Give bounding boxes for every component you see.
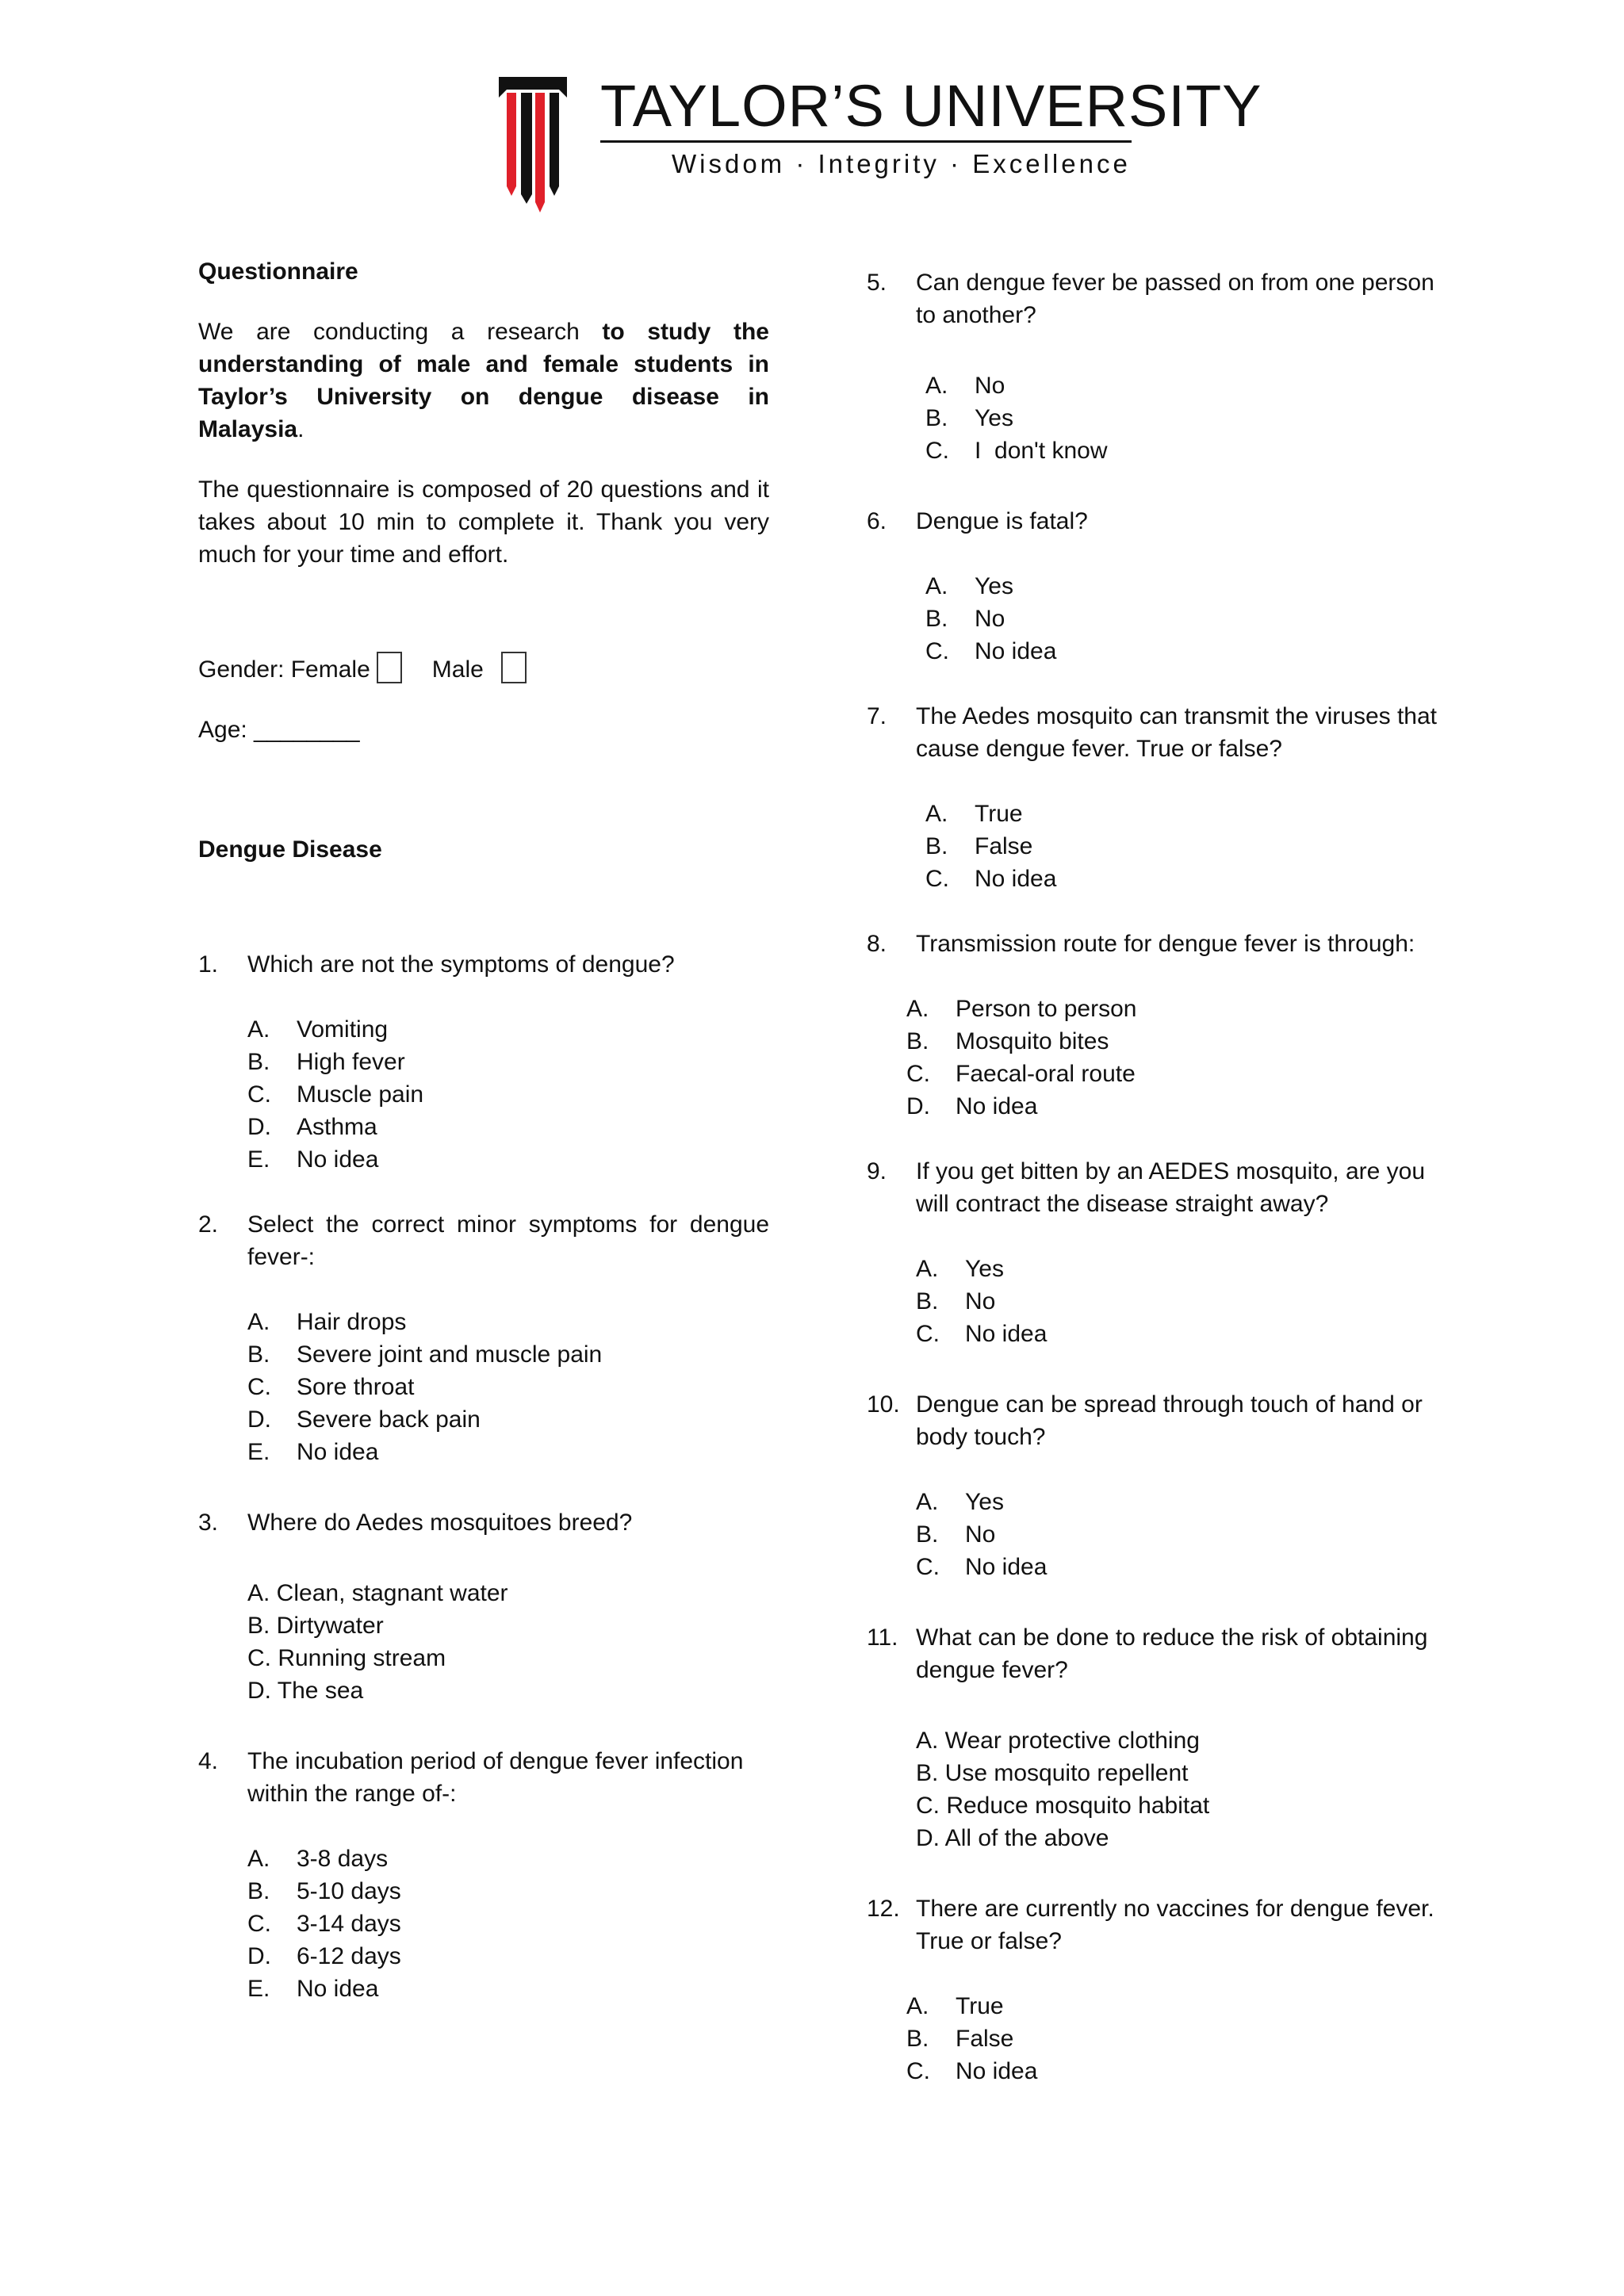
question-number: 5. [867, 270, 887, 296]
university-crest-icon [497, 75, 569, 214]
answer-option[interactable]: A. Wear protective clothing [916, 1728, 1200, 1754]
option-letter: D. [247, 1943, 271, 1969]
question-number: 12. [867, 1896, 900, 1922]
option-text: Yes [965, 1256, 1004, 1282]
questionnaire-heading: Questionnaire [198, 258, 358, 285]
answer-option[interactable] [247, 1046, 769, 1078]
option-text: 5-10 days [297, 1878, 401, 1904]
option-text: No idea [965, 1554, 1048, 1580]
option-text: True [956, 1993, 1004, 2019]
answer-option[interactable]: C. Running stream [247, 1645, 446, 1671]
option-letter: D. [247, 1114, 271, 1140]
answer-options [247, 1013, 769, 1176]
question-number: 8. [867, 931, 887, 957]
university-name: TAYLOR’S UNIVERSITY [600, 73, 1262, 139]
answer-option[interactable] [247, 1371, 769, 1403]
question-number: 11. [867, 1624, 898, 1651]
answer-options [906, 993, 1446, 1123]
option-text: Mosquito bites [956, 1028, 1109, 1054]
male-checkbox[interactable] [501, 652, 527, 683]
answer-option[interactable] [925, 830, 1446, 863]
intro-text-bold: to study the understanding of male and female students in Taylor’s University on dengue disease in Malaysia [198, 319, 769, 442]
age-field[interactable]: Age: ________ [198, 717, 360, 743]
answer-option[interactable]: C. Reduce mosquito habitat [916, 1793, 1210, 1819]
option-text: High fever [297, 1049, 405, 1075]
question-12 [867, 1892, 1446, 2087]
intro-text-end: . [297, 416, 304, 442]
answer-option[interactable] [247, 1338, 769, 1371]
answer-option[interactable] [247, 1973, 769, 2005]
option-text: True [975, 801, 1023, 827]
question-text: Select the correct minor symptoms for dengue fever-: [247, 1211, 769, 1270]
option-letter: A. [906, 996, 929, 1022]
question-number: 2. [198, 1211, 219, 1238]
question-number: 7. [867, 703, 887, 729]
question-text: Where do Aedes mosquitoes breed? [247, 1510, 633, 1536]
answer-options [925, 369, 1446, 467]
option-text: 6-12 days [297, 1943, 401, 1969]
option-letter: A. [925, 373, 948, 399]
option-letter: B. [247, 1049, 270, 1075]
option-text: 3-14 days [297, 1911, 401, 1937]
answer-option[interactable] [925, 863, 1446, 895]
option-letter: B. [247, 1341, 270, 1368]
question-text: Dengue is fatal? [916, 508, 1088, 534]
university-logo [497, 73, 1262, 218]
answer-option[interactable] [906, 1058, 1446, 1090]
option-letter: B. [916, 1288, 939, 1314]
question-text: The incubation period of dengue fever infection within the range of-: [247, 1748, 744, 1807]
answer-options [247, 1306, 769, 1468]
option-letter: C. [925, 866, 949, 892]
option-letter: B. [906, 2026, 929, 2052]
female-checkbox[interactable] [377, 652, 402, 683]
option-letter: A. [925, 801, 948, 827]
option-text: 3-8 days [297, 1846, 389, 1872]
question-text: Can dengue fever be passed on from one person to another? [916, 270, 1434, 328]
left-column [198, 255, 769, 2005]
option-letter: A. [247, 1309, 270, 1335]
question-text: The Aedes mosquito can transmit the viruses that cause dengue fever. True or false? [916, 703, 1437, 762]
option-letter: A. [916, 1489, 939, 1515]
answer-option[interactable] [247, 1875, 769, 1908]
answer-options [916, 1486, 1446, 1583]
option-letter: C. [925, 638, 949, 664]
answer-option[interactable] [906, 2022, 1446, 2055]
question-text: Transmission route for dengue fever is through: [916, 931, 1415, 957]
section-heading: Dengue Disease [198, 836, 382, 863]
option-text: No idea [975, 638, 1057, 664]
answer-options [925, 798, 1446, 895]
question-3 [198, 1506, 769, 1707]
answer-option[interactable] [906, 2055, 1446, 2087]
question-text: If you get bitten by an AEDES mosquito, are you will contract the disease straight away? [916, 1158, 1426, 1217]
option-letter: A. [916, 1256, 939, 1282]
option-letter: B. [906, 1028, 929, 1054]
option-letter: C. [916, 1554, 940, 1580]
option-text: Vomiting [297, 1016, 389, 1043]
option-letter: B. [925, 606, 948, 632]
option-text: No idea [297, 1976, 379, 2002]
answer-option[interactable] [925, 603, 1446, 635]
answer-option[interactable] [925, 402, 1446, 434]
question-text: Dengue can be spread through touch of hand or body touch? [916, 1391, 1423, 1450]
question-4 [198, 1745, 769, 2005]
option-letter: C. [906, 1061, 930, 1087]
answer-options [916, 1724, 1446, 1854]
question-7 [867, 700, 1446, 895]
answer-options [916, 1253, 1446, 1350]
option-text: No [975, 606, 1005, 632]
option-text: No idea [297, 1146, 379, 1173]
question-number: 10. [867, 1391, 900, 1418]
answer-option[interactable]: D. The sea [247, 1678, 364, 1704]
answer-options [925, 570, 1446, 668]
university-tagline: Wisdom · Integrity · Excellence [672, 149, 1131, 178]
answer-option[interactable] [906, 993, 1446, 1025]
answer-option[interactable] [906, 1090, 1446, 1123]
answer-option[interactable] [247, 1436, 769, 1468]
option-text: No [965, 1288, 996, 1314]
right-column [867, 266, 1446, 2087]
option-text: No [965, 1521, 996, 1548]
question-10 [867, 1388, 1446, 1583]
answer-option[interactable] [247, 1908, 769, 1940]
option-text: No [975, 373, 1005, 399]
option-text: Yes [975, 573, 1013, 599]
option-letter: C. [247, 1081, 271, 1108]
option-letter: C. [906, 2058, 930, 2084]
option-letter: B. [247, 1878, 270, 1904]
option-text: Muscle pain [297, 1081, 424, 1108]
answer-options [906, 1990, 1446, 2087]
option-letter: A. [925, 573, 948, 599]
gender-label: Gender: Female [198, 656, 370, 683]
option-letter: A. [247, 1846, 270, 1872]
answer-option[interactable]: B. Dirtywater [247, 1613, 384, 1639]
option-letter: D. [247, 1406, 271, 1433]
option-letter: E. [247, 1976, 270, 2002]
answer-option[interactable] [247, 1143, 769, 1176]
option-letter: C. [925, 438, 949, 464]
answer-option[interactable] [916, 1518, 1446, 1551]
answer-option[interactable] [247, 1940, 769, 1973]
question-11 [867, 1621, 1446, 1854]
question-9 [867, 1155, 1446, 1350]
option-text: Hair drops [297, 1309, 407, 1335]
option-text: Yes [965, 1489, 1004, 1515]
option-text: False [956, 2026, 1014, 2052]
question-text: Which are not the symptoms of dengue? [247, 951, 675, 978]
option-letter: C. [916, 1321, 940, 1347]
option-text: I don't know [975, 438, 1108, 464]
answer-option[interactable] [916, 1551, 1446, 1583]
option-letter: A. [906, 1993, 929, 2019]
option-letter: E. [247, 1439, 270, 1465]
option-text: No idea [297, 1439, 379, 1465]
answer-option[interactable]: B. Use mosquito repellent [916, 1760, 1189, 1786]
option-letter: A. [247, 1016, 270, 1043]
option-letter: B. [925, 833, 948, 859]
answer-option[interactable] [906, 1990, 1446, 2022]
answer-option[interactable] [247, 1403, 769, 1436]
question-number: 1. [198, 951, 219, 978]
answer-option[interactable] [247, 1306, 769, 1338]
option-text: Yes [975, 405, 1013, 431]
question-number: 6. [867, 508, 887, 534]
option-text: No idea [965, 1321, 1048, 1347]
logo-divider [600, 140, 1132, 143]
question-number: 3. [198, 1510, 219, 1536]
option-text: Asthma [297, 1114, 377, 1140]
answer-option[interactable] [925, 798, 1446, 830]
gender-row [198, 652, 769, 686]
option-text: Severe back pain [297, 1406, 481, 1433]
answer-option[interactable] [916, 1253, 1446, 1285]
option-letter: E. [247, 1146, 270, 1173]
question-6 [867, 505, 1446, 668]
answer-option[interactable] [916, 1318, 1446, 1350]
option-letter: B. [925, 405, 948, 431]
option-text: No idea [956, 1093, 1038, 1119]
option-letter: C. [247, 1911, 271, 1937]
answer-option[interactable] [247, 1843, 769, 1875]
answer-option[interactable] [925, 369, 1446, 402]
question-text: What can be done to reduce the risk of obtaining dengue fever? [916, 1624, 1428, 1683]
question-number: 9. [867, 1158, 887, 1184]
option-text: Faecal-oral route [956, 1061, 1136, 1087]
question-text: There are currently no vaccines for dengue fever. True or false? [916, 1896, 1434, 1954]
answer-option[interactable]: D. All of the above [916, 1825, 1109, 1851]
answer-option[interactable] [925, 570, 1446, 603]
question-2 [198, 1208, 769, 1468]
question-number: 4. [198, 1748, 219, 1774]
option-letter: D. [906, 1093, 930, 1119]
question-5 [867, 266, 1446, 467]
answer-option[interactable] [925, 434, 1446, 467]
male-label: Male [431, 656, 484, 683]
option-text: No idea [975, 866, 1057, 892]
option-letter: B. [916, 1521, 939, 1548]
answer-option[interactable] [916, 1486, 1446, 1518]
answer-options [247, 1843, 769, 2005]
answer-option[interactable] [925, 635, 1446, 668]
option-text: Person to person [956, 996, 1137, 1022]
option-text: False [975, 833, 1033, 859]
option-letter: C. [247, 1374, 271, 1400]
answer-option[interactable] [247, 1078, 769, 1111]
option-text: No idea [956, 2058, 1038, 2084]
intro-paragraph [198, 316, 769, 446]
intro-text-start: We are conducting a research [198, 319, 603, 345]
answer-options [247, 1577, 769, 1707]
question-1 [198, 948, 769, 1176]
question-8 [867, 928, 1446, 1123]
instructions-paragraph: The questionnaire is composed of 20 questions and it takes about 10 min to complete it. Thank you very much for your time and effort. [198, 476, 769, 568]
option-text: Sore throat [297, 1374, 415, 1400]
answer-option[interactable] [247, 1013, 769, 1046]
answer-option[interactable] [916, 1285, 1446, 1318]
answer-option[interactable] [906, 1025, 1446, 1058]
answer-option[interactable]: A. Clean, stagnant water [247, 1580, 508, 1606]
answer-option[interactable] [247, 1111, 769, 1143]
option-text: Severe joint and muscle pain [297, 1341, 603, 1368]
